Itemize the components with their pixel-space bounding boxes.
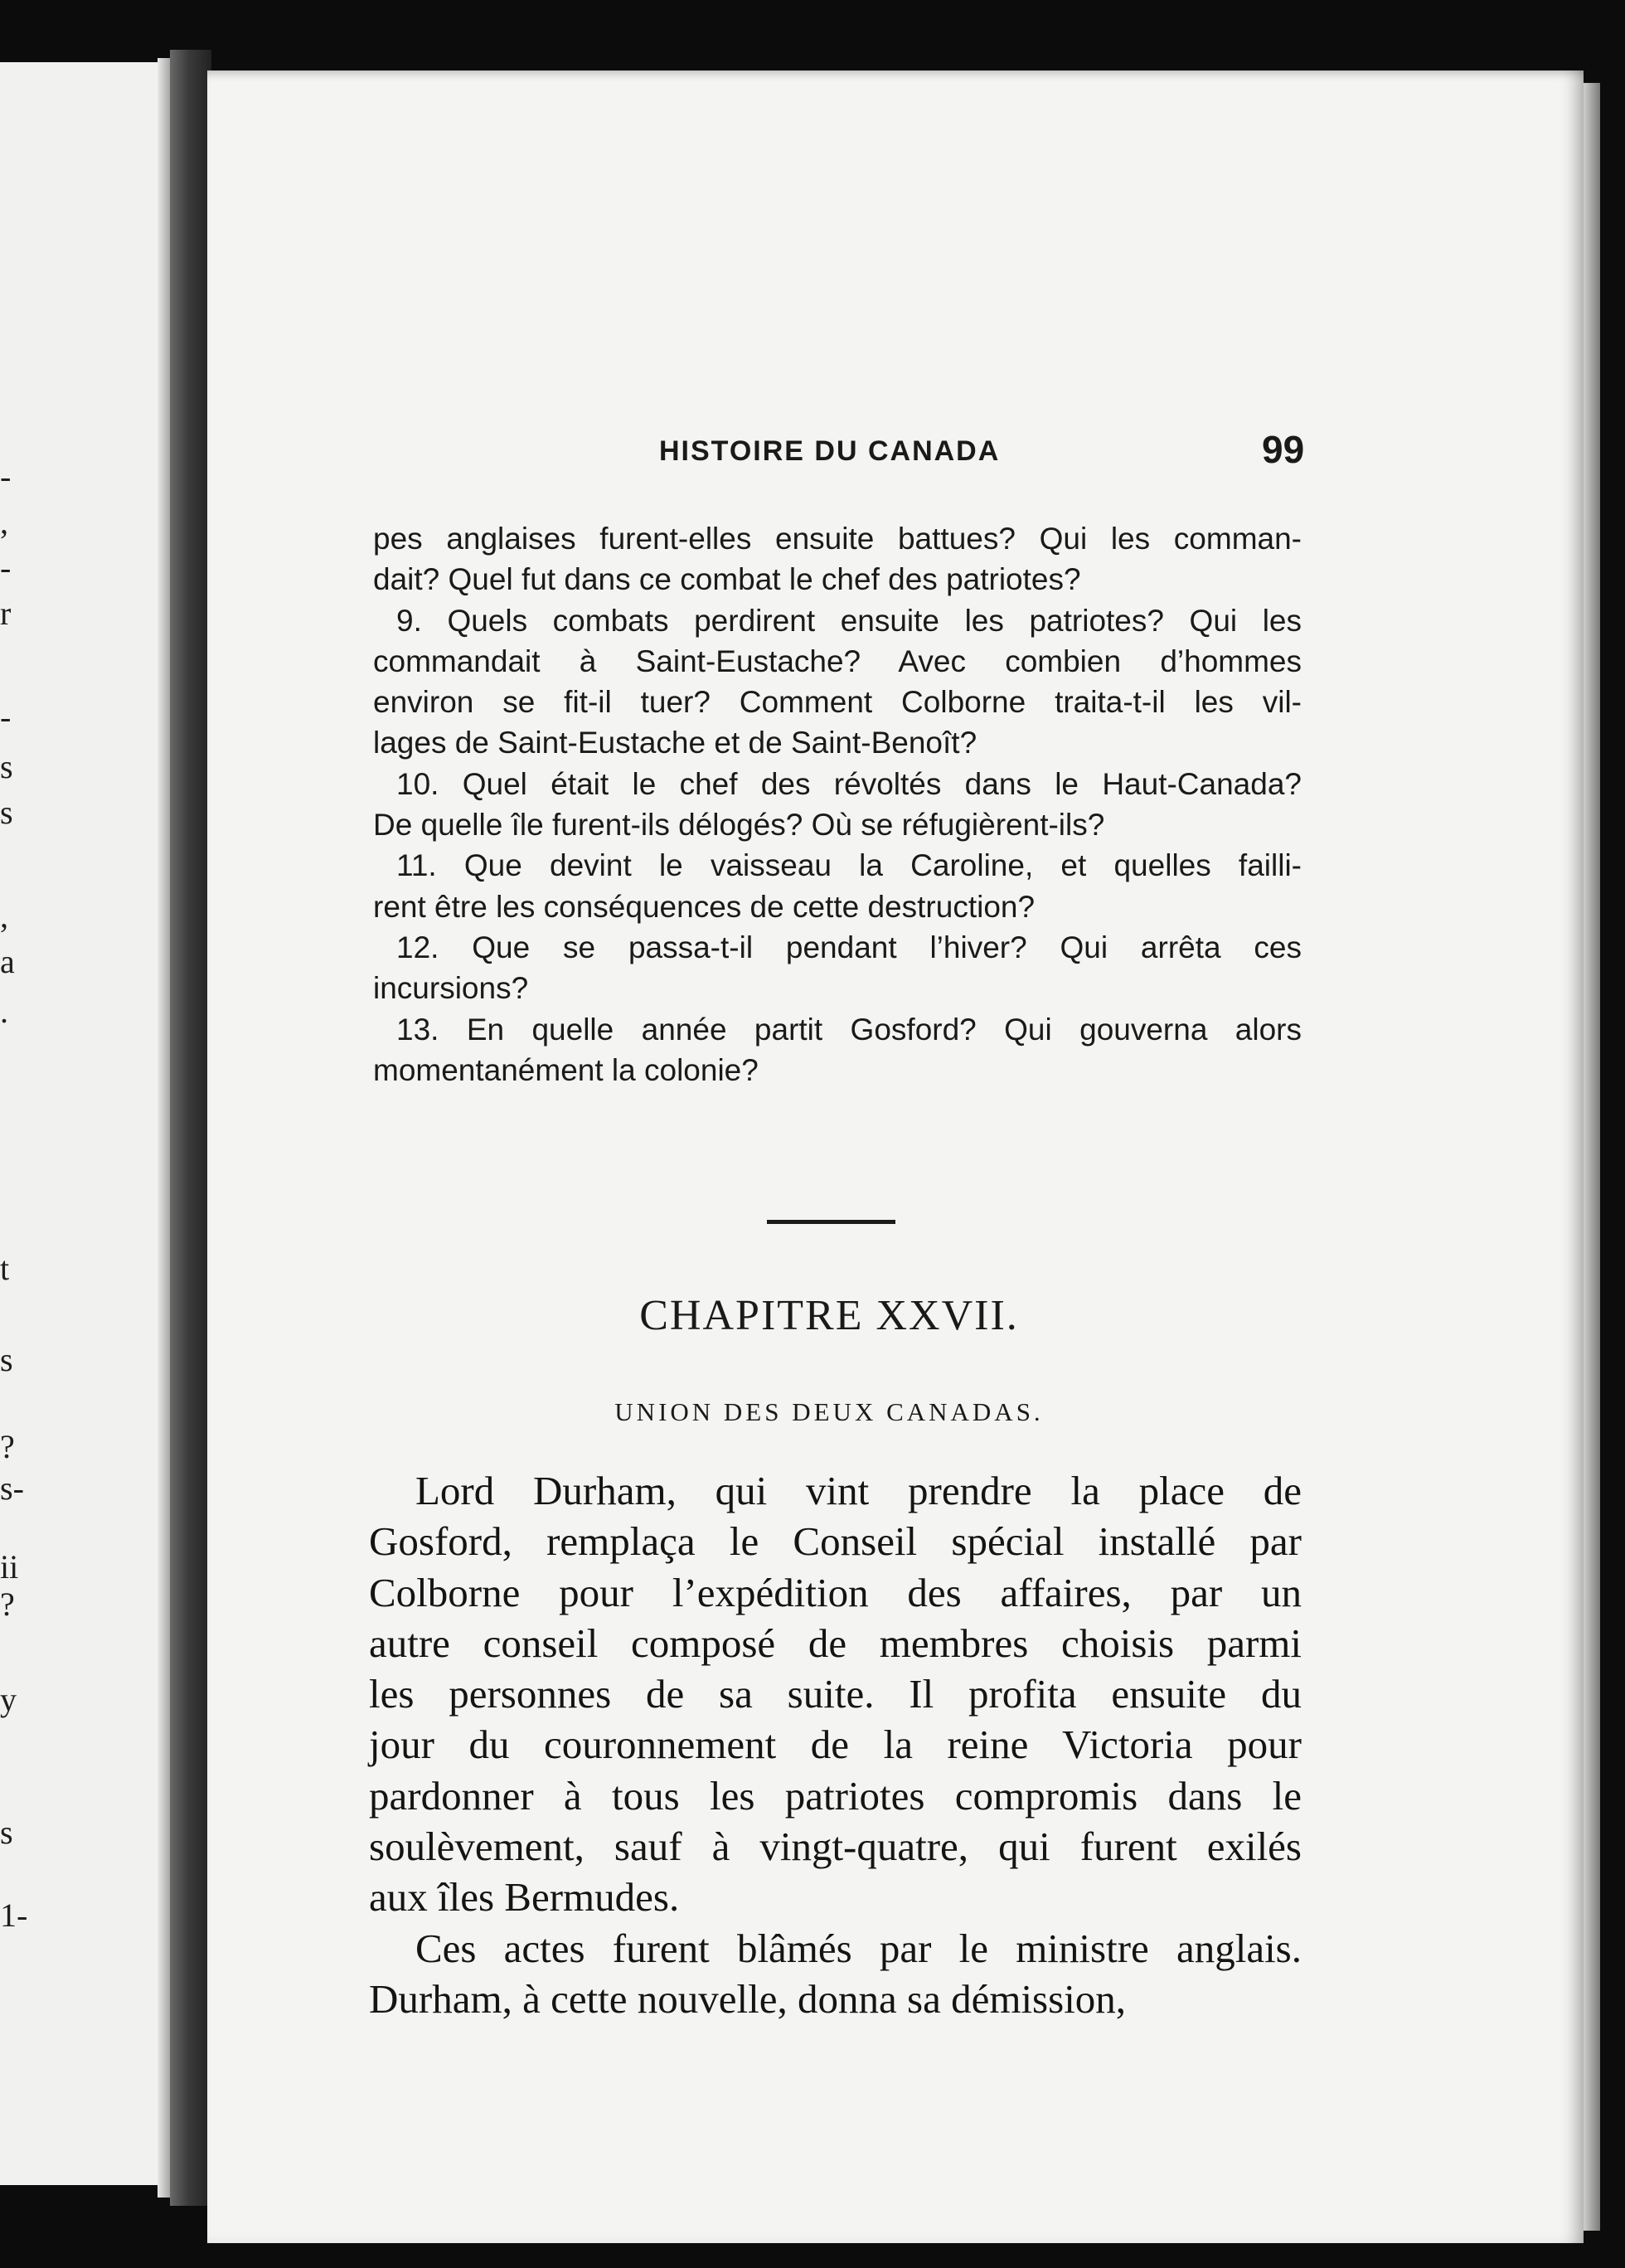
previous-page-edge (0, 62, 170, 2185)
body-line: Ces actes furent blâmés par le ministre anglais. (415, 1925, 1302, 1971)
left-page-fragment: r (0, 595, 12, 632)
question-line: momentanément la colonie? (373, 1052, 759, 1087)
question-line: environ se fit-il tuer? Comment Colborne traita-t-il les vil- (373, 685, 1302, 720)
left-page-fragment: - (0, 549, 12, 586)
body-line: aux îles Bermudes. (369, 1874, 680, 1921)
question-line: pes anglaises furent-elles ensuite battues? Qui les comman- (373, 522, 1302, 556)
question-line: lages de Saint-Eustache et de Saint-Benoît? (373, 726, 977, 760)
question-line: rent être les conséquences de cette destruction? (373, 889, 1036, 924)
page-edge-shadow (1584, 83, 1600, 2231)
chapter-title: CHAPITRE XXVII. (639, 1292, 1019, 1339)
question-line: 13. En quelle année partit Gosford? Qui gouverna alors (396, 1012, 1302, 1047)
left-page-fragment: s (0, 794, 13, 831)
question-line: dait? Quel fut dans ce combat le chef des patriotes? (373, 562, 1081, 597)
left-page-fragment: - (0, 458, 12, 495)
chapter-body (369, 1465, 1302, 2024)
body-line: pardonner à tous les patriotes compromis dans le (369, 1772, 1302, 1819)
section-divider-rule (767, 1220, 895, 1224)
question-line: commandait à Saint-Eustache? Avec combien d’hommes (373, 643, 1302, 678)
question-line: 12. Que se passa-t-il pendant l’hiver? Qui arrêta ces (396, 930, 1302, 964)
left-page-fragment: , (0, 503, 8, 541)
left-page-fragment: 1- (0, 1896, 28, 1934)
question-line: incursions? (373, 971, 529, 1006)
page-number: 99 (1262, 428, 1305, 471)
left-page-fragment: ii (0, 1548, 19, 1586)
body-line: soulèvement, sauf à vingt-quatre, qui furent exilés (369, 1824, 1302, 1870)
question-line: 11. Que devint le vaisseau la Caroline, et quelles failli- (396, 848, 1302, 883)
left-page-fragment: - (0, 698, 12, 736)
question-line: De quelle île furent-ils délogés? Où se réfugièrent-ils? (373, 808, 1105, 843)
body-line: Gosford, remplaça le Conseil spécial installé par (369, 1518, 1302, 1565)
running-head: HISTOIRE DU CANADA (659, 435, 1001, 467)
left-page-fragment: s- (0, 1469, 24, 1507)
body-line: Lord Durham, qui vint prendre la place de (415, 1468, 1302, 1513)
left-page-fragment: t (0, 1250, 10, 1287)
chapter-subtitle: UNION DES DEUX CANADAS. (614, 1397, 1044, 1426)
body-line: autre conseil composé de membres choisis parmi (369, 1620, 1302, 1666)
question-line: 9. Quels combats perdirent ensuite les patriotes? Qui les (396, 603, 1302, 638)
body-line: jour du couronnement de la reine Victoria pour (369, 1722, 1302, 1768)
book-binding-gutter (170, 50, 211, 2206)
body-line: Durham, à cette nouvelle, donna sa démission, (369, 1975, 1127, 2022)
book-page (207, 70, 1584, 2243)
left-page-fragment: ? (0, 1428, 15, 1465)
question-line: 10. Quel était le chef des révoltés dans le Haut-Canada? (396, 766, 1302, 801)
left-page-fragment: s (0, 1814, 13, 1851)
left-page-fragment: . (0, 993, 8, 1030)
body-line: Colborne pour l’expédition des affaires, par un (369, 1569, 1302, 1615)
left-page-fragment: a (0, 943, 15, 980)
left-page-fragment: s (0, 1341, 13, 1378)
left-page-fragment: ? (0, 1586, 15, 1623)
left-page-fragment: s (0, 748, 13, 785)
body-line: les personnes de sa suite. Il profita ensuite du (369, 1671, 1302, 1717)
left-page-fragment: , (0, 897, 8, 935)
review-questions (373, 518, 1302, 1090)
left-page-fragment: y (0, 1681, 17, 1718)
